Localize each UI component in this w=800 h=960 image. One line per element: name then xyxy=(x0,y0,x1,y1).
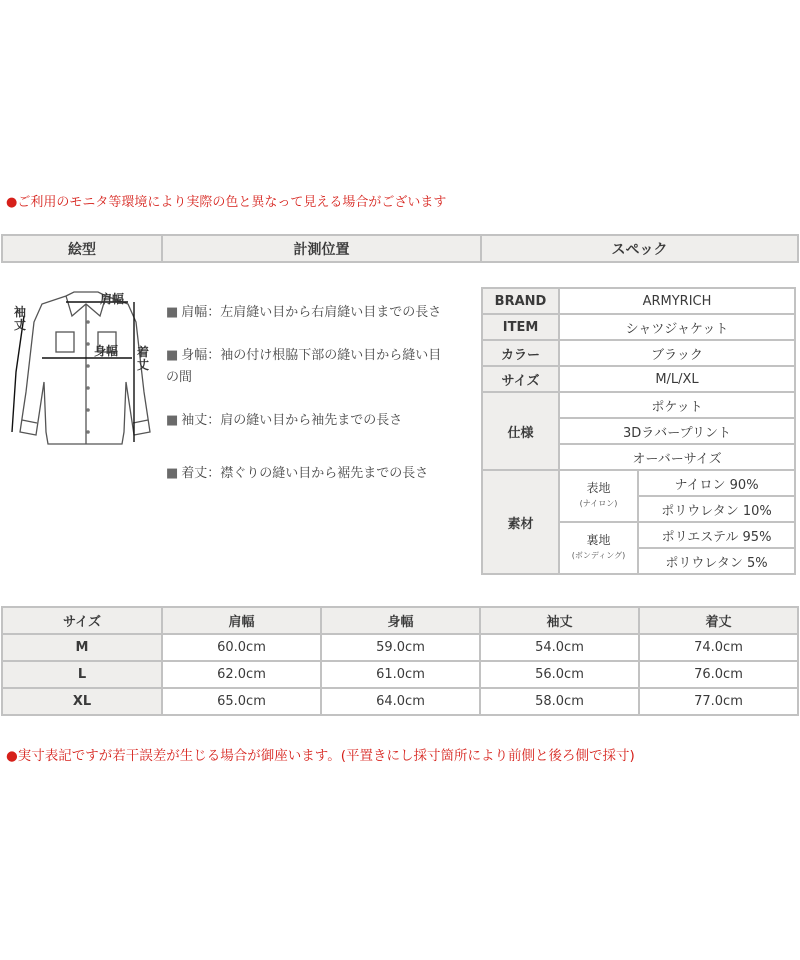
spec-row-material xyxy=(482,470,795,496)
spec-row-item xyxy=(482,314,795,340)
size-header: 身幅 xyxy=(321,607,480,634)
bullet-square-icon: ■ xyxy=(166,305,179,320)
measurement-text: 身幅：袖の付け根脇下部の縫い目から縫い目 xyxy=(181,348,442,363)
size-value: 54.0cm xyxy=(480,634,639,661)
spec-key: 仕様 xyxy=(482,392,559,470)
size-header: サイズ xyxy=(2,607,162,634)
spec-value: ブラック xyxy=(559,340,795,366)
header-measurement-position: 計測位置 xyxy=(162,235,481,262)
material-part xyxy=(559,470,638,522)
material-part-sub: (ナイロン) xyxy=(579,499,618,508)
spec-value: オーバーサイズ xyxy=(559,444,795,470)
size-table-header xyxy=(2,607,798,634)
size-value: 61.0cm xyxy=(321,661,480,688)
size-value: 59.0cm xyxy=(321,634,480,661)
material-item: ポリウレタン 5% xyxy=(638,548,795,574)
spec-key: BRAND xyxy=(482,288,559,314)
spec-value: ARMYRICH xyxy=(559,288,795,314)
size-table xyxy=(1,606,799,716)
bullet-square-icon: ■ xyxy=(166,413,179,428)
material-part xyxy=(559,522,638,574)
size-value: 56.0cm xyxy=(480,661,639,688)
measurement-text: 袖丈：肩の縫い目から袖先までの長さ xyxy=(181,413,403,428)
material-part-sub: (ボンディング) xyxy=(571,551,626,560)
measurement-shoulder xyxy=(166,302,441,324)
spec-row-brand xyxy=(482,288,795,314)
label-shoulder: 肩幅 xyxy=(100,292,125,306)
spec-row-color xyxy=(482,340,795,366)
table-row xyxy=(2,661,798,688)
size-header: 袖丈 xyxy=(480,607,639,634)
bullet-square-icon: ■ xyxy=(166,466,179,481)
spec-value: M/L/XL xyxy=(559,366,795,392)
size-value: 74.0cm xyxy=(639,634,798,661)
color-notice: ●ご利用のモニタ等環境により実際の色と異なって見える場合がございます xyxy=(6,195,447,210)
measurement-text: 着丈：襟ぐりの縫い目から裾先までの長さ xyxy=(181,466,429,481)
header-spec: スペック xyxy=(481,235,798,262)
material-part-name: 表地 xyxy=(586,481,611,495)
label-body-width: 身幅 xyxy=(94,344,119,358)
size-header: 肩幅 xyxy=(162,607,321,634)
measurement-length xyxy=(166,463,428,485)
shirt-illustration xyxy=(6,282,161,454)
spec-key: ITEM xyxy=(482,314,559,340)
size-value: 65.0cm xyxy=(162,688,321,715)
table-row xyxy=(2,688,798,715)
measurement-sleeve xyxy=(166,410,402,432)
size-value: 76.0cm xyxy=(639,661,798,688)
measurement-notice: ●実寸表記ですが若干誤差が生じる場合が御座います。(平置きにし採寸箇所により前側と後ろ側で採寸) xyxy=(6,748,635,764)
measurement-body-width xyxy=(166,345,441,389)
spec-value: 3Dラバープリント xyxy=(559,418,795,444)
size-value: 64.0cm xyxy=(321,688,480,715)
size-value: 58.0cm xyxy=(480,688,639,715)
size-value: 77.0cm xyxy=(639,688,798,715)
material-part-name: 裏地 xyxy=(586,533,611,547)
material-item: ナイロン 90% xyxy=(638,470,795,496)
spec-key: 素材 xyxy=(482,470,559,574)
measurement-text: 肩幅：左肩縫い目から右肩縫い目までの長さ xyxy=(181,305,442,320)
spec-table xyxy=(481,287,796,575)
size-label: L xyxy=(2,661,162,688)
section-header-table xyxy=(1,234,799,263)
label-length: 着丈 xyxy=(137,345,150,372)
bullet-square-icon: ■ xyxy=(166,348,179,363)
spec-row-features xyxy=(482,392,795,418)
spec-key: カラー xyxy=(482,340,559,366)
header-illustration: 絵型 xyxy=(2,235,162,262)
size-header: 着丈 xyxy=(639,607,798,634)
material-item: ポリエステル 95% xyxy=(638,522,795,548)
size-value: 60.0cm xyxy=(162,634,321,661)
spec-value: ポケット xyxy=(559,392,795,418)
spec-value: シャツジャケット xyxy=(559,314,795,340)
table-row xyxy=(2,634,798,661)
label-sleeve: 袖丈 xyxy=(14,305,27,332)
material-item: ポリウレタン 10% xyxy=(638,496,795,522)
size-label: XL xyxy=(2,688,162,715)
spec-key: サイズ xyxy=(482,366,559,392)
size-label: M xyxy=(2,634,162,661)
spec-row-size xyxy=(482,366,795,392)
measurement-text-continued: の間 xyxy=(166,370,193,385)
size-value: 62.0cm xyxy=(162,661,321,688)
